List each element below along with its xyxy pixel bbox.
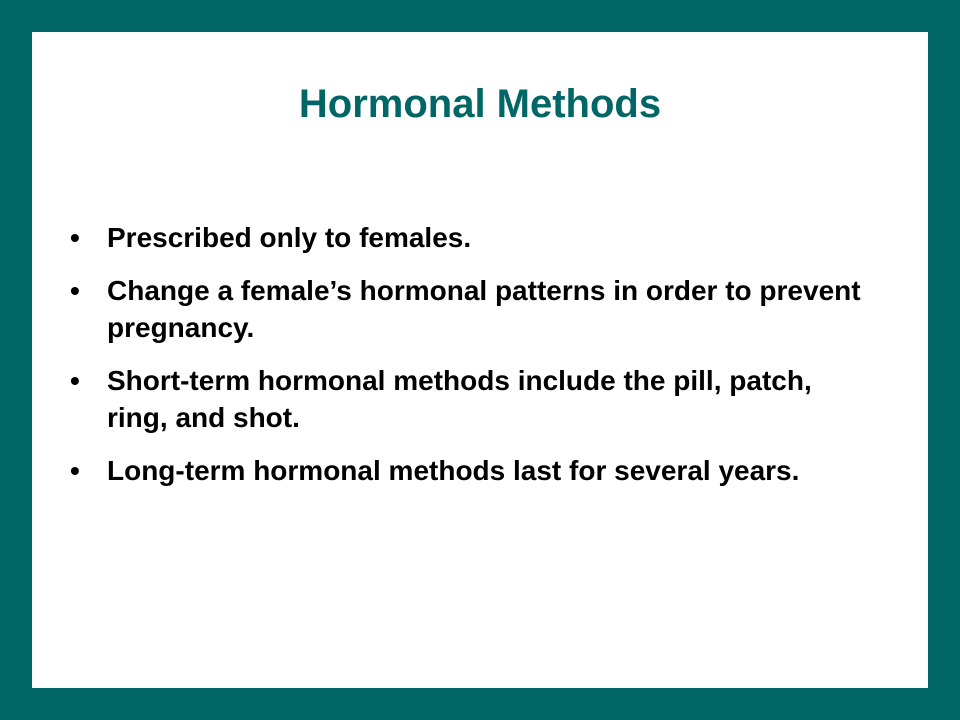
bullet-marker: • <box>70 275 80 306</box>
bullet-item <box>70 219 870 256</box>
bullet-marker: • <box>70 365 80 396</box>
bullet-text: Short-term hormonal methods include the pill, patch, ring, and shot. <box>107 365 812 433</box>
bullet-item <box>70 452 870 489</box>
bullet-item <box>70 272 870 346</box>
bullet-list <box>70 219 870 505</box>
bullet-marker: • <box>70 222 80 253</box>
bullet-text: Prescribed only to females. <box>107 222 472 253</box>
bullet-marker: • <box>70 455 80 486</box>
bullet-text: Long-term hormonal methods last for several years. <box>107 455 800 486</box>
slide-title: Hormonal Methods <box>298 82 662 126</box>
bullet-text: Change a female’s hormonal patterns in order to prevent pregnancy. <box>107 275 861 343</box>
bullet-item <box>70 362 870 436</box>
